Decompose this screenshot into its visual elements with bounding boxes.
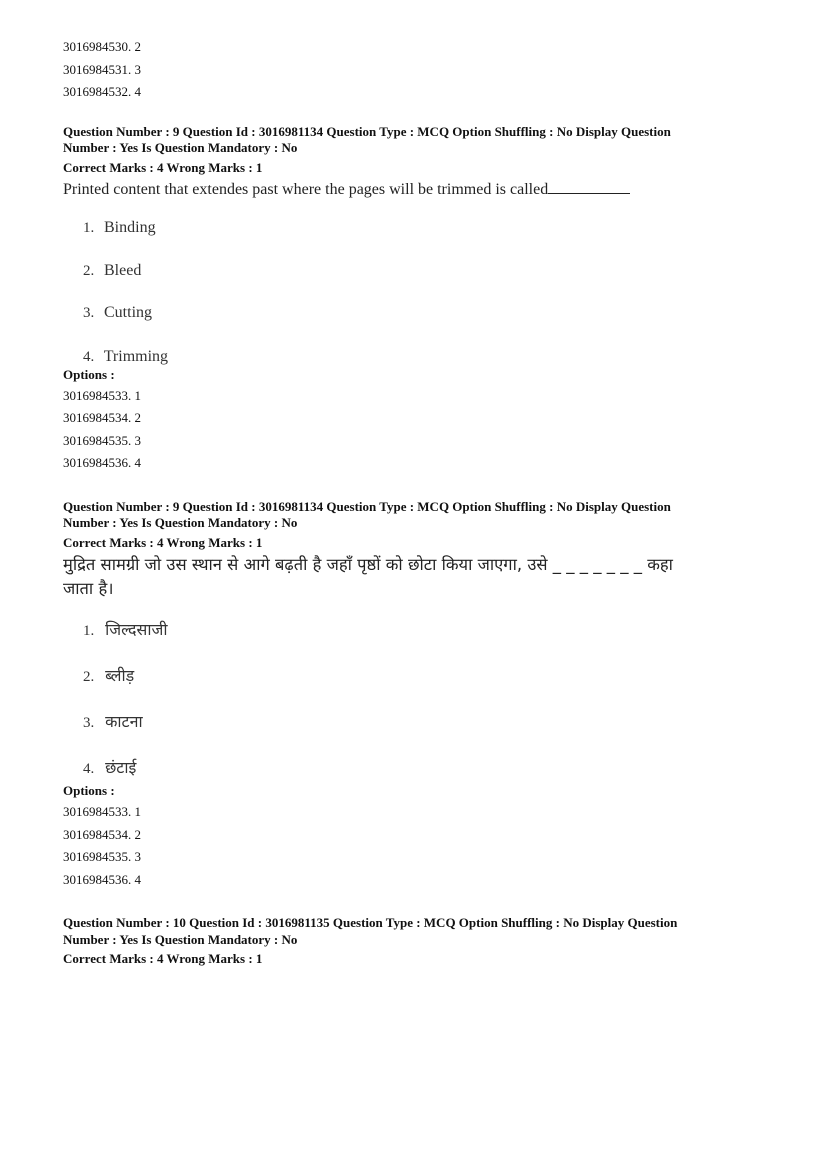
- question-meta-line-2: Number : Yes Is Question Mandatory : No: [63, 515, 298, 530]
- option-id: 3016984532.: [63, 84, 132, 99]
- question-marks: Correct Marks : 4 Wrong Marks : 1: [63, 951, 263, 966]
- question-paper-page: [63, 36, 783, 968]
- spacer: [63, 475, 783, 499]
- question-text-hindi: [63, 553, 783, 601]
- choice-item: 4. छंटाई: [83, 758, 137, 777]
- question-9-hindi: [63, 499, 783, 892]
- choice-item: 2. Bleed: [83, 261, 142, 279]
- question-text-line-1: मुद्रित सामग्री जो उस स्थान से आगे बढ़ती है जहाँ पृष्ठों को छोटा किया जाएगा, उसे _ _ _ _ _ _ _ कहा: [63, 555, 673, 574]
- question-meta-line-1: Question Number : 10 Question Id : 3016981135 Question Type : MCQ Option Shuffling : No Display Question: [63, 915, 678, 930]
- spacer: [63, 104, 783, 124]
- option-value: 4: [134, 84, 141, 99]
- choice-item: 1. Binding: [83, 219, 156, 236]
- choice-item: 2. ब्लीड़: [83, 666, 135, 685]
- question-text-line-2: जाता है।: [63, 579, 114, 598]
- option-row: [63, 59, 783, 82]
- answer-blank: [548, 180, 630, 194]
- question-meta-line-1: Question Number : 9 Question Id : 3016981134 Question Type : MCQ Option Shuffling : No Display Question: [63, 498, 671, 514]
- choice-label: Cutting: [104, 304, 153, 321]
- previous-options-list: [63, 36, 783, 104]
- option-row: 3016984533. 1: [63, 387, 141, 403]
- option-row: 3016984535. 3: [63, 432, 141, 448]
- choice-list: [83, 207, 783, 365]
- question-meta-line-2: Number : Yes Is Question Mandatory : No: [63, 931, 298, 947]
- option-id: 3016984530.: [63, 39, 132, 54]
- choice-list: [83, 607, 783, 781]
- option-value: 3: [134, 61, 141, 77]
- question-marks: Correct Marks : 4 Wrong Marks : 1: [63, 159, 263, 175]
- option-row: 3016984534. 2: [63, 826, 141, 842]
- choice-item: 3. काटना: [83, 712, 143, 731]
- choice-item: 4. Trimming: [83, 347, 169, 365]
- choice-label: जिल्दसाजी: [105, 620, 168, 639]
- question-text: [63, 179, 783, 201]
- options-label: Options :: [63, 366, 115, 382]
- option-row: 3016984536. 4: [63, 871, 141, 887]
- question-9-english: [63, 124, 783, 475]
- options-label: Options :: [63, 783, 115, 798]
- option-row: 3016984535. 3: [63, 849, 141, 864]
- option-row: 3016984536. 4: [63, 455, 141, 470]
- spacer: [63, 891, 783, 915]
- choice-label: Binding: [104, 219, 156, 236]
- choice-label: छंटाई: [105, 758, 137, 777]
- option-id: 3016984531.: [63, 61, 132, 77]
- question-meta-line-2: Number : Yes Is Question Mandatory : No: [63, 140, 298, 155]
- option-row: 3016984533. 1: [63, 804, 141, 819]
- question-text-content: Printed content that extendes past where the pages will be trimmed is called: [63, 181, 549, 198]
- choice-label: Bleed: [104, 261, 142, 279]
- choice-label: काटना: [105, 712, 143, 731]
- question-meta-line-1: Question Number : 9 Question Id : 3016981134 Question Type : MCQ Option Shuffling : No Display Question: [63, 123, 671, 139]
- option-row: [63, 81, 783, 104]
- question-10: [63, 915, 783, 968]
- option-row: [63, 36, 783, 59]
- option-value: 2: [134, 39, 141, 54]
- option-row: 3016984534. 2: [63, 410, 141, 425]
- choice-label: ब्लीड़: [105, 666, 135, 685]
- choice-item: 1. जिल्दसाजी: [83, 620, 168, 639]
- choice-label: Trimming: [103, 347, 169, 365]
- choice-item: 3. Cutting: [83, 304, 153, 321]
- question-marks: Correct Marks : 4 Wrong Marks : 1: [63, 534, 263, 550]
